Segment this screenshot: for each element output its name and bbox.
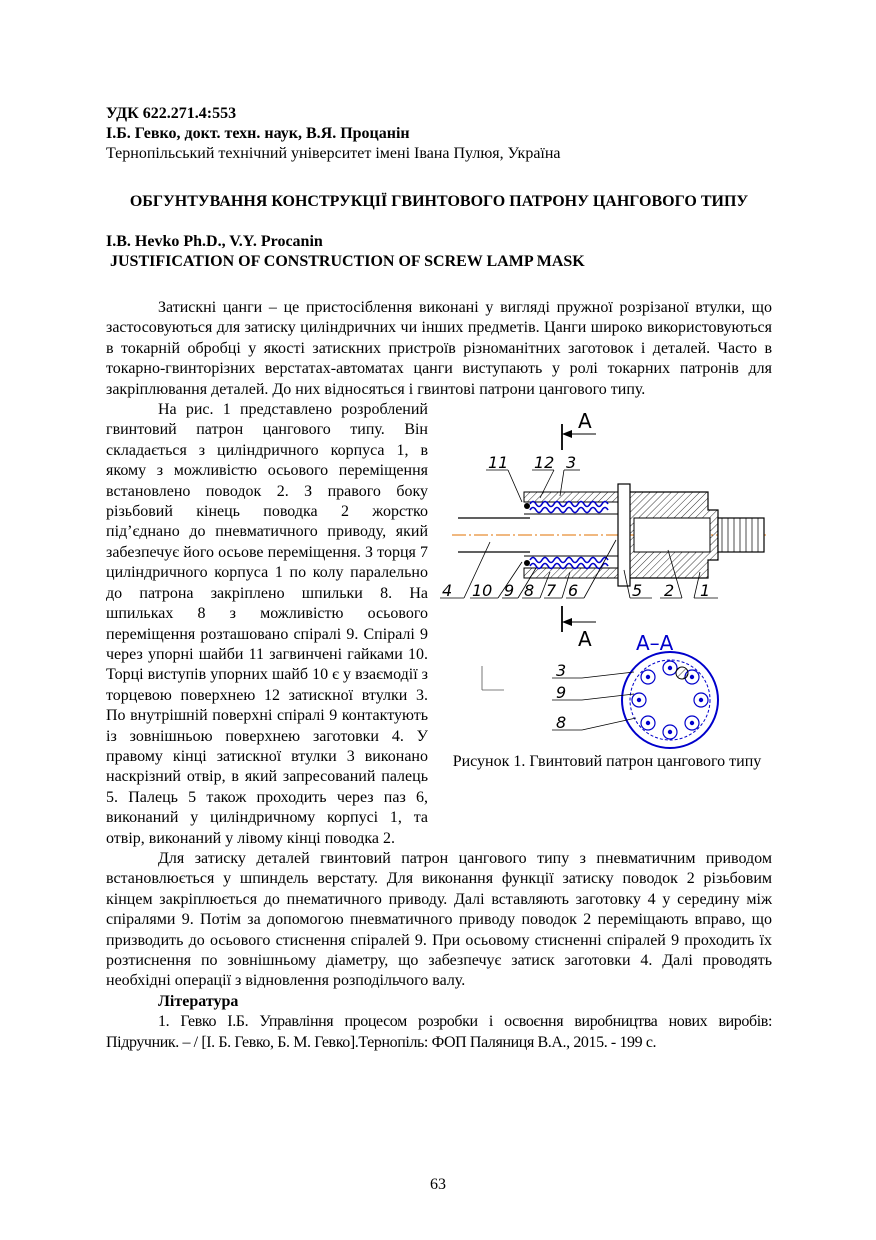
callout-10: 10 [472,581,493,601]
title-en: JUSTIFICATION OF CONSTRUCTION OF SCREW LAMP MASK [106,253,585,270]
callout-12: 12 [534,453,555,473]
figure-1 [438,400,786,810]
authors-ua: І.Б. Гевко, докт. техн. наук, В.Я. Процанін [106,125,410,142]
literature-heading: Література [158,992,239,1010]
callout-8: 8 [524,581,535,601]
paragraph-1: Затискні цанги – це пристосіблення виконані у вигляді пружної розрізаної втулки, що застосовуються для затиску циліндричних чи інших предметів. Цанги широко використовуються в токарній обробці у якості затискних пристроїв різноманітних заготовок і деталей. Часто в токарно-гвинторізних верстатах-автоматах цанги виступають у ролі токарних патронів для закріплювання деталей. До них відносяться і гвинтові патрони цангового типу. [106,299,772,398]
reference-1 [106,1012,772,1053]
figure-wrap [106,400,772,849]
section-callout-8: 8 [556,713,567,733]
section-mark-top: А [578,409,592,434]
section-title: А–А [636,631,674,656]
callout-7: 7 [546,581,557,601]
affiliation: Тернопільський технічний університет імені Івана Пулюя, Україна [106,145,561,162]
page-number: 63 [430,1176,446,1193]
callout-2: 2 [664,581,675,601]
section-callout-3: 3 [556,661,567,681]
reference-1-text: 1. Гевко І.Б. Управління процесом розробки і освоєння виробництва нових виробів: Підручник. – / [І. Б. Гевко, Б. М. Гевко].Тернопіль: ФОП Паляниця В.А., 2015. - 199 с. [106,1013,772,1051]
title-ua: ОБГУНТУВАННЯ КОНСТРУКЦІЇ ГВИНТОВОГО ПАТРОНУ ЦАНГОВОГО ТИПУ [129,193,749,210]
authors-en: I.B. Hevko Ph.D., V.Y. Procanin [106,233,323,250]
callout-11: 11 [488,453,509,473]
section-callout-9: 9 [556,683,567,703]
figure-caption: Рисунок 1. Гвинтовий патрон цангового типу [452,753,762,771]
callout-3-top: 3 [566,453,577,473]
callout-9: 9 [504,581,515,601]
paragraph-3: Для затиску деталей гвинтовий патрон цангового типу з пневматичним приводом встановлюється у шпиндель верстату. Для виконання функції затиску поводок 2 різьбовим кінцем закріплюється до пнематичного приводу. Далі вставляють заготовку 4 у середину між спіралями 9. Потім за допомогою пневматичного приводу поводок 2 переміщають вправо, що призводить до осьового стиснення спіралей 9. При осьовому стисненні спіралей 9 проходить їх розтиснення по зовнішньому діаметру, що забезпечує затиск заготовки 4. Далі проводять необхідні операції з відновлення розподільчого валу. [106,849,772,990]
callout-5: 5 [632,581,643,601]
callout-4: 4 [442,581,453,601]
callout-1: 1 [700,581,711,601]
lamp-mask-drawing [438,400,786,810]
section-mark-bottom: А [578,627,592,652]
udc-code: УДК 622.271.4:553 [106,105,237,122]
paragraph-2: На рис. 1 представлено розроблений гвинтовий патрон цангового типу. Він складається з циліндричного корпуса 1, в якому з можливістю осьового переміщення встановлено поводок 2. З правого боку різьбовий кінець поводка 2 жорстко під’єднано до пневматичного приводу, який забезпечує його осьове переміщення. З торця 7 циліндричного корпуса 1 по колу паралельно до патрона закріплено шпильки 8. На шпильках 8 з можливістю осьового переміщення розташовано спіралі 9. Спіралі 9 через упорні шайби 11 загвинчені гайками 10. Торці виступів упорних шайб 10 є у взаємодії з торцевою поверхнею 12 затискної втулки 3. По внутрішній поверхні спіралі 9 контактують із зовнішньою поверхнею заготовки 4. У правому кінці затискної втулки 3 виконано наскрізний отвір, в який запресований палець 5. Палець 5 також проходить через паз 6, виконаний у циліндричному корпусі 1, та отвір, виконаний у лівому кінці поводка 2. [106,401,428,847]
paper-page [106,104,772,1053]
callout-6: 6 [568,581,579,601]
